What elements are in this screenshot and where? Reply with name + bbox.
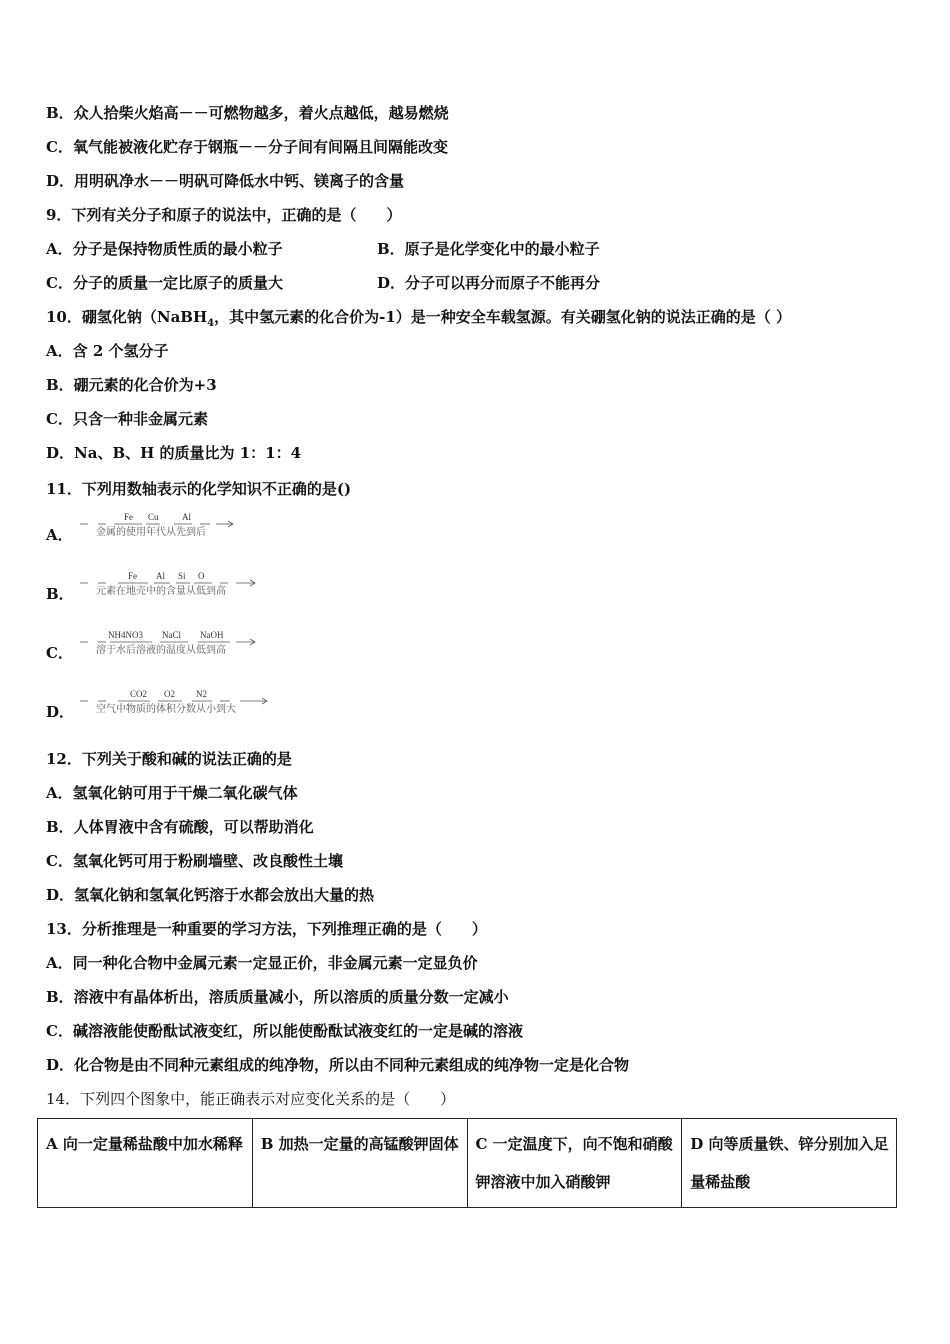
axis-b-item-1: Al bbox=[156, 571, 165, 581]
q13-stem: 13．分析推理是一种重要的学习方法，下列推理正确的是（ ） bbox=[46, 920, 487, 938]
q14-cell-d: D 向等质量铁、锌分别加入足量稀盐酸 bbox=[682, 1119, 897, 1208]
q11-option-c-label: C． bbox=[46, 644, 73, 662]
q8-option-d: D．用明矾净水－－明矾可降低水中钙、镁离子的含量 bbox=[46, 172, 405, 190]
q14-options-table bbox=[37, 1118, 897, 1208]
q9-option-c: C．分子的质量一定比原子的质量大 bbox=[46, 274, 283, 292]
q12-stem: 12．下列关于酸和碱的说法正确的是 bbox=[46, 750, 292, 768]
q11-option-c-axis bbox=[78, 628, 278, 664]
q10-option-c: C．只含一种非金属元素 bbox=[46, 410, 208, 428]
q13-option-a: A．同一种化合物中金属元素一定显正价，非金属元素一定显负价 bbox=[46, 954, 478, 972]
table-row bbox=[38, 1119, 897, 1208]
q10-stem bbox=[46, 306, 791, 329]
q9-option-d: D．分子可以再分而原子不能再分 bbox=[377, 274, 601, 292]
q8-option-b: B．众人拾柴火焰高－－可燃物越多，着火点越低，越易燃烧 bbox=[46, 104, 449, 122]
axis-a-item-2: Al bbox=[182, 512, 191, 522]
axis-c-item-0: NH4NO3 bbox=[108, 630, 143, 640]
axis-b-caption: 元素在地壳中的含量从低到高 bbox=[96, 586, 226, 597]
q14-cell-c: C 一定温度下，向不饱和硝酸钾溶液中加入硝酸钾 bbox=[467, 1119, 682, 1208]
q11-stem: 11．下列用数轴表示的化学知识不正确的是() bbox=[46, 480, 352, 498]
q14-stem: 14．下列四个图象中，能正确表示对应变化关系的是（ ） bbox=[46, 1090, 456, 1108]
q11-option-a-label: A． bbox=[46, 526, 73, 544]
q11-option-a-axis bbox=[78, 510, 278, 546]
axis-a-item-0: Fe bbox=[124, 512, 133, 522]
q9-option-b: B．原子是化学变化中的最小粒子 bbox=[377, 240, 600, 258]
q10-option-a: A．含 2 个氢分子 bbox=[46, 342, 169, 360]
q13-option-b: B．溶液中有晶体析出，溶质质量减小，所以溶质的质量分数一定减小 bbox=[46, 988, 509, 1006]
q11-option-d-axis bbox=[78, 687, 288, 723]
axis-b-item-0: Fe bbox=[128, 571, 137, 581]
q12-option-a: A．氢氧化钠可用于干燥二氧化碳气体 bbox=[46, 784, 298, 802]
axis-d-item-0: CO2 bbox=[130, 689, 148, 699]
q9-option-a: A．分子是保持物质性质的最小粒子 bbox=[46, 240, 283, 258]
axis-a-item-1: Cu bbox=[148, 512, 159, 522]
q11-option-b-axis bbox=[78, 569, 278, 605]
q10-option-b: B．硼元素的化合价为+3 bbox=[46, 376, 217, 394]
q10-stem-pre: 10．硼氢化钠（NaBH bbox=[46, 308, 208, 326]
axis-d-item-1: O2 bbox=[164, 689, 175, 699]
q13-option-d: D．化合物是由不同种元素组成的纯净物，所以由不同种元素组成的纯净物一定是化合物 bbox=[46, 1056, 630, 1074]
q14-cell-b: B 加热一定量的高锰酸钾固体 bbox=[252, 1119, 467, 1208]
q8-option-c: C．氧气能被液化贮存于钢瓶－－分子间有间隔且间隔能改变 bbox=[46, 138, 448, 156]
q14-cell-a: A 向一定量稀盐酸中加水稀释 bbox=[38, 1119, 253, 1208]
q13-option-c: C．碱溶液能使酚酞试液变红，所以能使酚酞试液变红的一定是碱的溶液 bbox=[46, 1022, 523, 1040]
axis-c-item-2: NaOH bbox=[200, 630, 224, 640]
axis-b-item-3: O bbox=[198, 571, 205, 581]
axis-d-caption: 空气中物质的体积分数从小到大 bbox=[96, 704, 236, 715]
axis-c-item-1: NaCl bbox=[162, 630, 181, 640]
q12-option-d: D．氢氧化钠和氢氧化钙溶于水都会放出大量的热 bbox=[46, 886, 375, 904]
axis-a-caption: 金属的使用年代从先到后 bbox=[96, 527, 206, 538]
q11-option-d-label: D． bbox=[46, 703, 75, 721]
q10-stem-post: ，其中氢元素的化合价为-1）是一种安全车载氢源。有关硼氢化钠的说法正确的是（ ） bbox=[214, 308, 792, 326]
axis-b-item-2: Si bbox=[178, 571, 186, 581]
q10-stem-subscript: 4 bbox=[207, 318, 215, 329]
q12-option-b: B．人体胃液中含有硫酸，可以帮助消化 bbox=[46, 818, 314, 836]
q11-option-b-label: B． bbox=[46, 585, 74, 603]
axis-c-caption: 溶于水后溶液的温度从低到高 bbox=[96, 645, 226, 656]
axis-d-item-2: N2 bbox=[196, 689, 207, 699]
q10-option-d: D．Na、B、H 的质量比为 1：1：4 bbox=[46, 444, 302, 462]
q12-option-c: C．氢氧化钙可用于粉刷墙壁、改良酸性土壤 bbox=[46, 852, 343, 870]
q9-stem: 9．下列有关分子和原子的说法中，正确的是（ ） bbox=[46, 206, 402, 224]
